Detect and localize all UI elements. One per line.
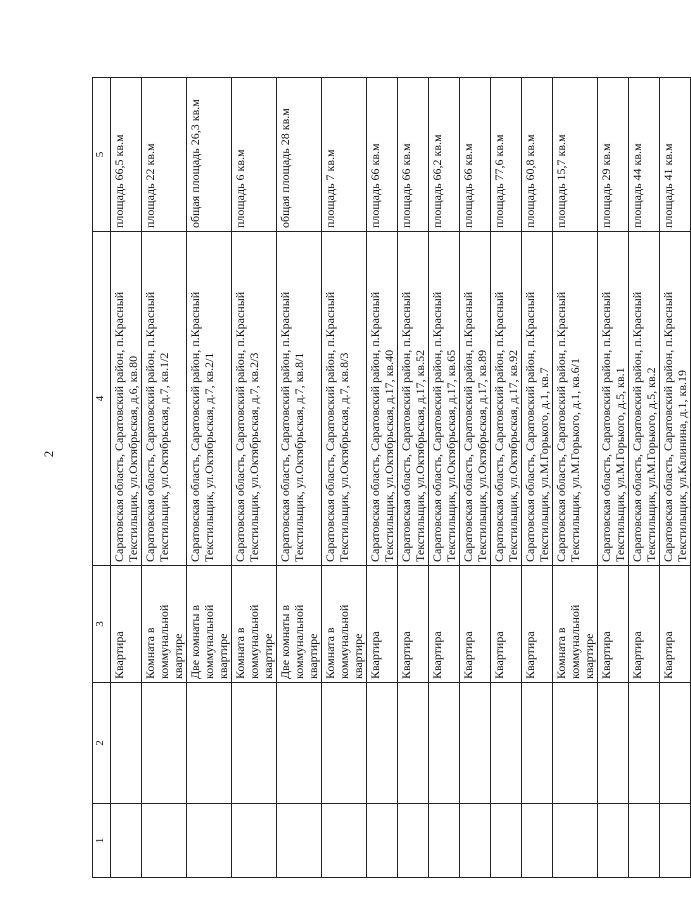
- area-cell-text: площадь 7 кв.м: [323, 149, 337, 228]
- col1-cell: [111, 804, 142, 878]
- area-cell: [598, 78, 629, 232]
- address-cell-text: Саратовская область, Саратовский район, п.Красный Текстильщик, ул.Октябрьская, д.17, кв.40: [368, 291, 396, 562]
- table-row: [522, 78, 553, 878]
- address-cell: [629, 232, 660, 566]
- property-type-cell-text: Квартира: [492, 631, 506, 679]
- col2-cell: [111, 683, 142, 804]
- col2-cell: [367, 683, 398, 804]
- property-type-cell: [111, 566, 142, 683]
- table-row: [277, 78, 322, 878]
- area-cell: [111, 78, 142, 232]
- area-cell-text: площадь 66 кв.м: [368, 143, 382, 228]
- col1-cell: [553, 804, 598, 878]
- table-row: [187, 78, 232, 878]
- property-type-cell: [187, 566, 232, 683]
- header-cell: 2: [93, 683, 111, 804]
- col2-cell: [553, 683, 598, 804]
- col1-cell: [367, 804, 398, 878]
- property-type-cell: [429, 566, 460, 683]
- area-cell: [277, 78, 322, 232]
- document-table-area: [92, 78, 689, 878]
- area-cell: [553, 78, 598, 232]
- address-cell-text: Саратовская область, Саратовский район, п.Красный Текстильщик, ул.Октябрьская, д.7, кв.8/1: [278, 291, 306, 562]
- col2-cell: [429, 683, 460, 804]
- col1-cell: [277, 804, 322, 878]
- property-type-cell: [277, 566, 322, 683]
- property-type-cell-text: Комната в коммунальной квартире: [143, 604, 185, 679]
- col1-cell: [322, 804, 367, 878]
- address-cell: [232, 232, 277, 566]
- table-row: [232, 78, 277, 878]
- table-row: [111, 78, 142, 878]
- area-cell-text: площадь 44 кв.м: [630, 143, 644, 228]
- area-cell-text: площадь 66,5 кв.м: [112, 134, 126, 228]
- property-type-cell: [460, 566, 491, 683]
- address-cell: [367, 232, 398, 566]
- property-type-cell: [398, 566, 429, 683]
- area-cell-text: площадь 77,6 кв.м: [492, 134, 506, 228]
- property-type-cell-text: Квартира: [368, 631, 382, 679]
- col1-cell: [491, 804, 522, 878]
- property-table: [92, 77, 691, 878]
- address-cell-text: Саратовская область, Саратовский район, п.Красный Текстильщик, ул.Октябрьская, д.17, кв.65: [430, 291, 458, 562]
- address-cell: [277, 232, 322, 566]
- address-cell-text: Саратовская область, Саратовский район, п.Красный Текстильщик, ул.Октябрьская, д.7, кв.8/3: [323, 291, 351, 562]
- rotated-table-container: [92, 78, 689, 878]
- property-type-cell-text: Две комнаты в коммунальной квартире: [278, 604, 320, 679]
- address-cell-text: Саратовская область, Саратовский район, п.Красный Текстильщик, ул.М.Горького, д.5, кв.1: [599, 291, 627, 562]
- area-cell-text: площадь 6 кв.м: [233, 149, 247, 228]
- property-type-cell-text: Квартира: [430, 631, 444, 679]
- address-cell-text: Саратовская область, Саратовский район, п.Красный Текстильщик, ул.Октябрьская, д.7, кв.2/1: [188, 291, 216, 562]
- header-cell: 4: [93, 232, 111, 566]
- area-cell-text: площадь 22 кв.м: [143, 143, 157, 228]
- col2-cell: [491, 683, 522, 804]
- col1-cell: [429, 804, 460, 878]
- table-row: [553, 78, 598, 878]
- property-type-cell: [491, 566, 522, 683]
- area-cell: [660, 78, 691, 232]
- property-type-cell-text: Квартира: [599, 631, 613, 679]
- col2-cell: [460, 683, 491, 804]
- address-cell-text: Саратовская область, Саратовский район, п.Красный Текстильщик, ул.Октябрьская, д.6, кв.80: [112, 291, 140, 562]
- area-cell-text: площадь 15,7 кв.м: [554, 134, 568, 228]
- address-cell-text: Саратовская область, Саратовский район, п.Красный Текстильщик, ул.Калинина, д.1, кв.19: [661, 291, 689, 562]
- property-type-cell-text: Комната в коммунальной квартире: [554, 604, 596, 679]
- address-cell-text: Саратовская область, Саратовский район, п.Красный Текстильщик, ул.М.Горького, д.1, кв.7: [523, 291, 551, 562]
- property-type-cell-text: Квартира: [461, 631, 475, 679]
- col2-cell: [522, 683, 553, 804]
- col2-cell: [142, 683, 187, 804]
- area-cell-text: площадь 66,2 кв.м: [430, 134, 444, 228]
- property-type-cell-text: Квартира: [112, 631, 126, 679]
- col2-cell: [660, 683, 691, 804]
- table-row: [322, 78, 367, 878]
- area-cell-text: площадь 66 кв.м: [399, 143, 413, 228]
- area-cell: [491, 78, 522, 232]
- address-cell: [660, 232, 691, 566]
- address-cell: [491, 232, 522, 566]
- table-row: [429, 78, 460, 878]
- area-cell: [187, 78, 232, 232]
- address-cell: [460, 232, 491, 566]
- address-cell: [187, 232, 232, 566]
- area-cell-text: площадь 60,8 кв.м: [523, 134, 537, 228]
- property-type-cell: [660, 566, 691, 683]
- header-cell: 1: [93, 804, 111, 878]
- address-cell: [429, 232, 460, 566]
- header-cell: 3: [93, 566, 111, 683]
- table-row: [660, 78, 691, 878]
- property-type-cell: [142, 566, 187, 683]
- col1-cell: [522, 804, 553, 878]
- area-cell: [232, 78, 277, 232]
- col1-cell: [460, 804, 491, 878]
- area-cell: [460, 78, 491, 232]
- area-cell: [367, 78, 398, 232]
- property-type-cell: [522, 566, 553, 683]
- table-row: [460, 78, 491, 878]
- property-type-cell-text: Квартира: [661, 631, 675, 679]
- property-type-cell: [553, 566, 598, 683]
- property-type-cell: [322, 566, 367, 683]
- property-type-cell-text: Комната в коммунальной квартире: [233, 604, 275, 679]
- address-cell-text: Саратовская область, Саратовский район, п.Красный Текстильщик, ул.Октябрьская, д.17, кв.92: [492, 291, 520, 562]
- property-type-cell: [367, 566, 398, 683]
- property-type-cell: [232, 566, 277, 683]
- address-cell: [111, 232, 142, 566]
- property-type-cell-text: Квартира: [630, 631, 644, 679]
- col1-cell: [598, 804, 629, 878]
- area-cell-text: площадь 41 кв.м: [661, 143, 675, 228]
- property-type-cell: [629, 566, 660, 683]
- table-row: [398, 78, 429, 878]
- address-cell-text: Саратовская область, Саратовский район, п.Красный Текстильщик, ул.Октябрьская, д.7, кв.1/2: [143, 291, 171, 562]
- address-cell: [598, 232, 629, 566]
- col2-cell: [629, 683, 660, 804]
- table-row: [598, 78, 629, 878]
- area-cell-text: площадь 29 кв.м: [599, 143, 613, 228]
- col2-cell: [598, 683, 629, 804]
- address-cell: [398, 232, 429, 566]
- property-type-cell-text: Квартира: [399, 631, 413, 679]
- col2-cell: [232, 683, 277, 804]
- table-row: [629, 78, 660, 878]
- area-cell: [398, 78, 429, 232]
- address-cell-text: Саратовская область, Саратовский район, п.Красный Текстильщик, ул.М.Горького, д.5, кв.2: [630, 291, 658, 562]
- address-cell: [522, 232, 553, 566]
- col1-cell: [629, 804, 660, 878]
- address-cell: [553, 232, 598, 566]
- col2-cell: [322, 683, 367, 804]
- area-cell: [522, 78, 553, 232]
- table-row: [142, 78, 187, 878]
- address-cell-text: Саратовская область, Саратовский район, п.Красный Текстильщик, ул.Октябрьская, д.17, кв.52: [399, 291, 427, 562]
- area-cell: [142, 78, 187, 232]
- area-cell-text: площадь 66 кв.м: [461, 143, 475, 228]
- col2-cell: [277, 683, 322, 804]
- area-cell-text: общая площадь 28 кв.м: [278, 108, 292, 228]
- address-cell-text: Саратовская область, Саратовский район, п.Красный Текстильщик, ул.М.Горького, д.1, кв.6/1: [554, 291, 582, 562]
- address-cell-text: Саратовская область, Саратовский район, п.Красный Текстильщик, ул.Октябрьская, д.7, кв.2/3: [233, 291, 261, 562]
- property-type-cell-text: Комната в коммунальной квартире: [323, 604, 365, 679]
- col1-cell: [187, 804, 232, 878]
- col1-cell: [232, 804, 277, 878]
- col2-cell: [398, 683, 429, 804]
- col2-cell: [187, 683, 232, 804]
- address-cell: [142, 232, 187, 566]
- header-cell: 5: [93, 78, 111, 232]
- table-row: [367, 78, 398, 878]
- table-header-row: [93, 78, 111, 878]
- area-cell: [429, 78, 460, 232]
- col1-cell: [660, 804, 691, 878]
- area-cell-text: общая площадь 26,3 кв.м: [188, 99, 202, 228]
- property-type-cell: [598, 566, 629, 683]
- property-type-cell-text: Квартира: [523, 631, 537, 679]
- area-cell: [322, 78, 367, 232]
- address-cell: [322, 232, 367, 566]
- page-number: 2: [41, 450, 56, 458]
- col1-cell: [398, 804, 429, 878]
- property-table-body: [93, 78, 691, 878]
- table-row: [491, 78, 522, 878]
- col1-cell: [142, 804, 187, 878]
- property-type-cell-text: Две комнаты в коммунальной квартире: [188, 604, 230, 679]
- address-cell-text: Саратовская область, Саратовский район, п.Красный Текстильщик, ул.Октябрьская, д.17, кв.89: [461, 291, 489, 562]
- area-cell: [629, 78, 660, 232]
